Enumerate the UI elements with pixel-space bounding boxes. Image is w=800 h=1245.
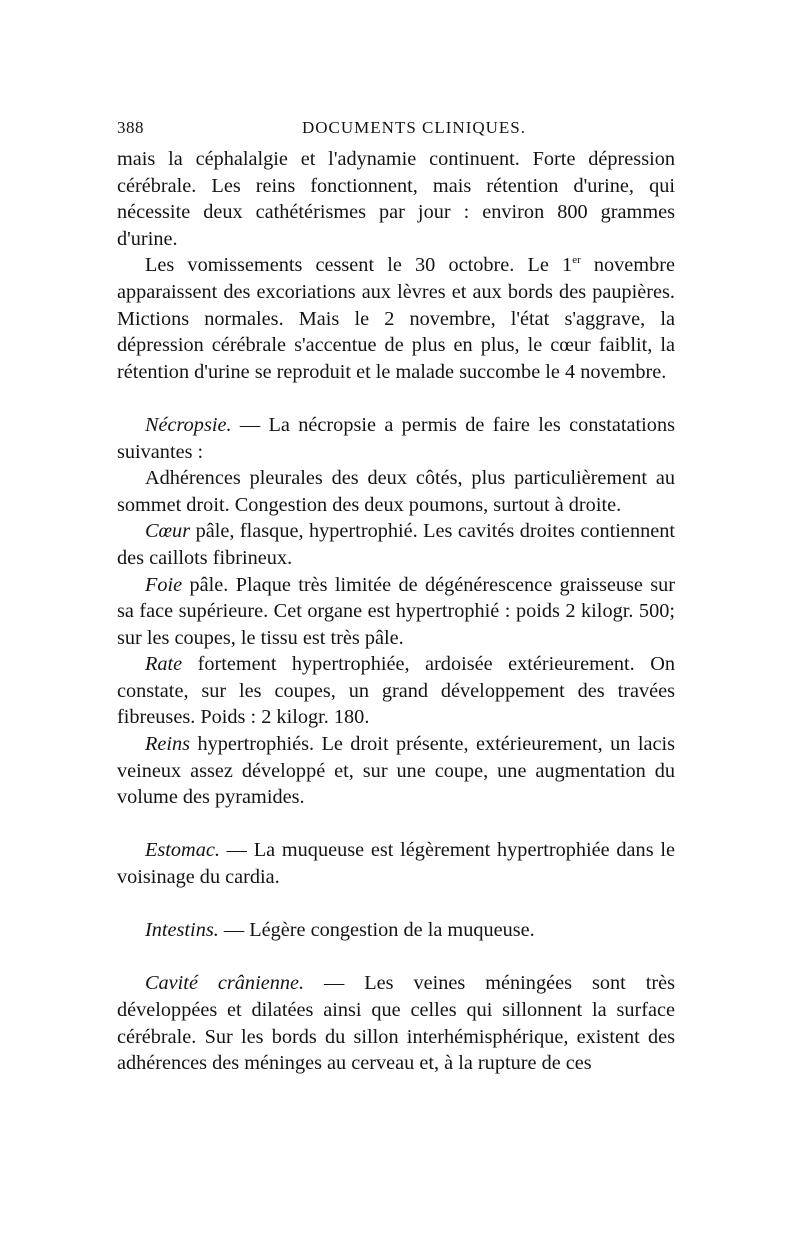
paragraph-text: Les vomissements cessent le 30 octobre. Le 1 bbox=[145, 254, 573, 277]
paragraph-adherences bbox=[117, 465, 675, 518]
section-lead: Cavité crânienne. bbox=[145, 972, 305, 995]
paragraph-text: hypertrophiés. Le droit présente, extérieurement, un lacis veineux assez développé et, sur une coupe, une augmentation du volume des pyramides. bbox=[117, 733, 675, 809]
body-text bbox=[117, 146, 675, 1077]
section-lead: Cœur bbox=[145, 520, 191, 543]
paragraph-text: pâle, flasque, hypertrophié. Les cavités droites contiennent des caillots fibrineux. bbox=[117, 520, 675, 569]
section-lead: Rate bbox=[145, 653, 183, 676]
paragraph-coeur bbox=[117, 518, 675, 571]
paragraph-text: — Les veines méningées sont très développées et dilatées ainsi que celles qui sillonnent la surface cérébrale. Sur les bords du sillon interhémisphérique, existent des adhérences des méninges au cerveau et, à la rupture de ces bbox=[117, 972, 675, 1075]
paragraph-estomac bbox=[117, 837, 675, 890]
paragraph-text: mais la céphalalgie et l'adynamie continuent. Forte dépression cérébrale. Les reins fonctionnent, mais rétention d'urine, qui nécessite deux cathétérismes par jour : environ 800 grammes d'urine. bbox=[117, 148, 675, 250]
paragraph-necropsie bbox=[117, 412, 675, 465]
paragraph-text: pâle. Plaque très limitée de dégénérescence graisseuse sur sa face supérieure. Cet organe est hypertrophié : poids 2 kilogr. 500; sur les coupes, le tissu est très pâle. bbox=[117, 573, 675, 649]
section-lead: Nécropsie. bbox=[145, 413, 232, 436]
ordinal-superscript: er bbox=[572, 254, 581, 267]
running-title: DOCUMENTS CLINIQUES. bbox=[302, 118, 526, 137]
running-header bbox=[117, 112, 675, 146]
paragraph-progression bbox=[117, 252, 675, 385]
section-lead: Intestins. bbox=[145, 919, 219, 942]
section-lead: Reins bbox=[145, 733, 191, 756]
section-lead: Estomac. bbox=[145, 839, 220, 862]
page-number: 388 bbox=[117, 118, 144, 137]
paragraph-text: novembre apparaissent des excoriations aux lèvres et aux bords des paupières. Mictions normales. Mais le 2 novembre, l'état s'aggrave, la dépression cérébrale s'accentue de plus en plus, le cœur faiblit, la rétention d'urine se reproduit et le malade succombe le 4 novembre. bbox=[117, 254, 675, 383]
paragraph-reins bbox=[117, 731, 675, 811]
paragraph-foie bbox=[117, 572, 675, 652]
paragraph-symptoms bbox=[117, 146, 675, 252]
paragraph-cavite-cranienne bbox=[117, 970, 675, 1076]
paragraph-text: — Légère congestion de la muqueuse. bbox=[218, 919, 535, 942]
paragraph-text: Adhérences pleurales des deux côtés, plus particulièrement au sommet droit. Congestion des deux poumons, surtout à droite. bbox=[117, 467, 675, 516]
paragraph-text: — La muqueuse est légèrement hypertrophiée dans le voisinage du cardia. bbox=[117, 839, 675, 889]
book-page bbox=[117, 112, 675, 1077]
paragraph-intestins bbox=[117, 917, 675, 944]
paragraph-rate bbox=[117, 651, 675, 731]
paragraph-text: — La nécropsie a permis de faire les constatations suivantes : bbox=[117, 413, 675, 463]
paragraph-text: fortement hypertrophiée, ardoisée extérieurement. On constate, sur les coupes, un grand développement des travées fibreuses. Poids : 2 kilogr. 180. bbox=[117, 653, 675, 729]
section-lead: Foie bbox=[145, 573, 183, 596]
